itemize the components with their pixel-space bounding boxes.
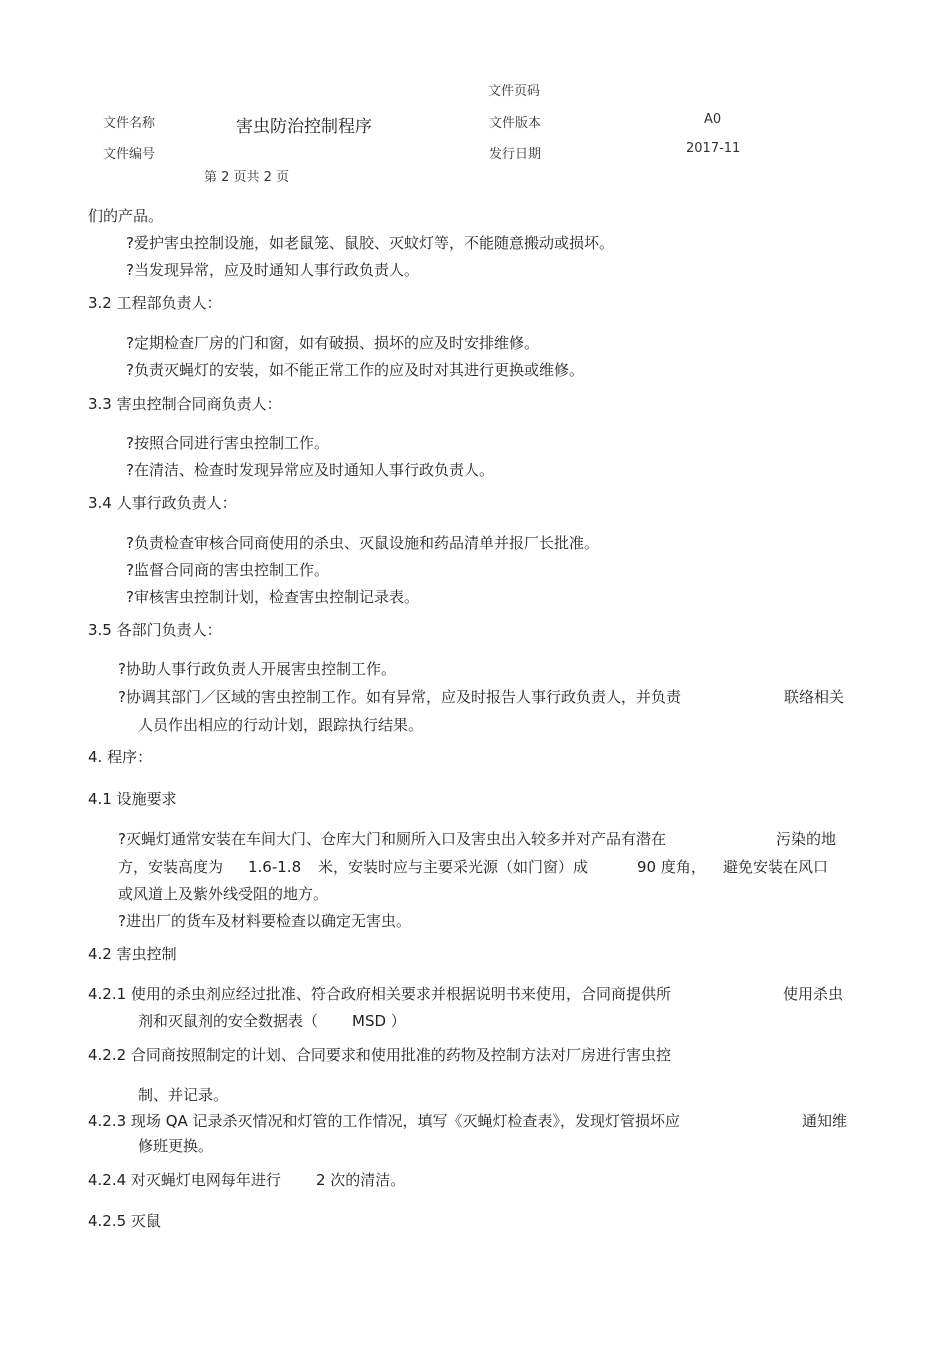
bullet-item: ?审核害虫控制计划，检查害虫控制记录表。: [126, 588, 419, 606]
body-line: 90 度角，: [637, 858, 706, 876]
bullet-item: ?进出厂的货车及材料要检查以确定无害虫。: [118, 912, 411, 930]
bullet-item-tail: 联络相关: [784, 688, 845, 706]
body-line: 剂和灭鼠剂的安全数据表（: [138, 1012, 319, 1030]
section-heading: 3.3 害虫控制合同商负责人：: [88, 395, 282, 413]
section-heading: 4. 程序：: [88, 748, 153, 766]
version-label: 文件版本: [489, 116, 542, 131]
bullet-item: ?监督合同商的害虫控制工作。: [126, 561, 329, 579]
page-code-label: 文件页码: [488, 84, 541, 99]
clause-line: 4.2.4 对灭蝇灯电网每年进行: [88, 1171, 281, 1189]
body-line: MSD ）: [352, 1012, 406, 1030]
clause-line-tail: 使用杀虫: [783, 985, 844, 1003]
clause-line: 4.2.3 现场 QA 记录杀灭情况和灯管的工作情况，填写《灭蝇灯检查表》，发现灯管损坏应: [88, 1112, 681, 1130]
body-line: 们的产品。: [88, 207, 164, 225]
doc-name-label: 文件名称: [103, 116, 156, 131]
section-heading: 3.2 工程部负责人：: [88, 294, 222, 312]
bullet-item: ?按照合同进行害虫控制工作。: [126, 434, 329, 452]
bullet-item: ?协助人事行政负责人开展害虫控制工作。: [118, 660, 396, 678]
version-value: A0: [704, 112, 722, 127]
clause-line-tail: 2 次的清洁。: [316, 1171, 406, 1189]
doc-number-label: 文件编号: [103, 147, 156, 162]
bullet-item-tail: 污染的地: [776, 830, 837, 848]
body-line: 方，安装高度为: [118, 858, 224, 876]
section-heading: 4.1 设施要求: [88, 790, 177, 808]
body-line: 人员作出相应的行动计划，跟踪执行结果。: [138, 716, 424, 734]
bullet-item: ?协调其部门／区域的害虫控制工作。如有异常，应及时报告人事行政负责人，并负责: [118, 688, 681, 706]
doc-title: 害虫防治控制程序: [236, 117, 372, 137]
body-line: 避免安装在风口: [723, 858, 829, 876]
body-line: 米，安装时应与主要采光源（如门窗）成: [318, 858, 589, 876]
issue-date-value: 2017-11: [686, 141, 741, 156]
section-heading: 4.2 害虫控制: [88, 945, 177, 963]
issue-date-label: 发行日期: [489, 147, 542, 162]
body-line: 1.6-1.8: [248, 858, 302, 876]
bullet-item: ?负责检查审核合同商使用的杀虫、灭鼠设施和药品清单并报厂长批准。: [126, 534, 599, 552]
bullet-item: ?负责灭蝇灯的安装，如不能正常工作的应及时对其进行更换或维修。: [126, 361, 584, 379]
body-line: 修班更换。: [138, 1137, 214, 1155]
body-line: 或风道上及紫外线受阻的地方。: [118, 885, 329, 903]
bullet-item: ?当发现异常，应及时通知人事行政负责人。: [126, 261, 419, 279]
clause-line: 4.2.5 灭鼠: [88, 1212, 161, 1230]
section-heading: 3.5 各部门负责人：: [88, 621, 222, 639]
bullet-item: ?在清洁、检查时发现异常应及时通知人事行政负责人。: [126, 461, 494, 479]
clause-line-tail: 通知维: [802, 1112, 848, 1130]
bullet-item: ?定期检查厂房的门和窗，如有破损、损坏的应及时安排维修。: [126, 334, 539, 352]
body-line: 制、并记录。: [138, 1086, 229, 1104]
bullet-item: ?爱护害虫控制设施，如老鼠笼、鼠胶、灭蚊灯等，不能随意搬动或损坏。: [126, 234, 614, 252]
section-heading: 3.4 人事行政负责人：: [88, 494, 237, 512]
clause-line: 4.2.2 合同商按照制定的计划、合同要求和使用批准的药物及控制方法对厂房进行害虫控: [88, 1046, 671, 1064]
bullet-item: ?灭蝇灯通常安装在车间大门、仓库大门和厕所入口及害虫出入较多并对产品有潜在: [118, 830, 666, 848]
clause-line: 4.2.1 使用的杀虫剂应经过批准、符合政府相关要求并根据说明书来使用，合同商提供所: [88, 985, 671, 1003]
page-info: 第 2 页共 2 页: [204, 170, 290, 185]
